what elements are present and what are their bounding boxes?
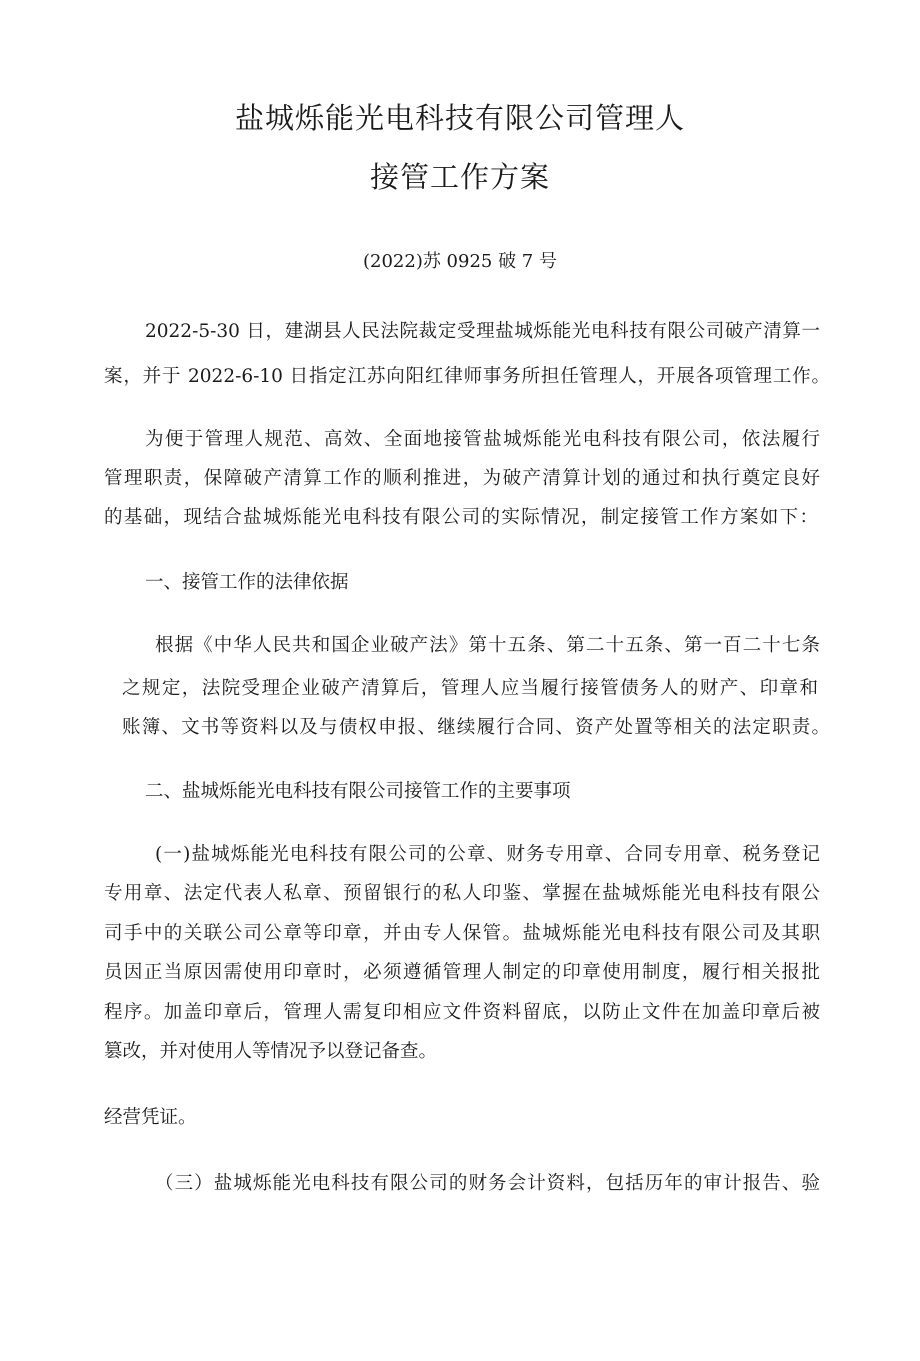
paragraph-4-line-4: 员因正当原因需使用印章时，必须遵循管理人制定的印章使用制度，履行相关报批 (104, 962, 820, 983)
document-title-line-1: 盐城烁能光电科技有限公司管理人 (234, 101, 685, 135)
paragraph-2-line-3: 的基础，现结合盐城烁能光电科技有限公司的实际情况，制定接管工作方案如下： (104, 507, 818, 528)
paragraph-5-line-1: 经营凭证。 (104, 1107, 197, 1128)
paragraph-1-line-2: 案，并于 2022-6-10 日指定江苏向阳红律师事务所担任管理人，开展各项管理工作。 (104, 366, 830, 387)
paragraph-1-line-1: 2022-5-30 日，建湖县人民法院裁定受理盐城烁能光电科技有限公司破产清算一 (145, 321, 820, 342)
paragraph-4-line-6: 篡改，并对使用人等情况予以登记备查。 (104, 1041, 438, 1062)
paragraph-4-line-1: (一)盐城烁能光电科技有限公司的公章、财务专用章、合同专用章、税务登记 (155, 844, 820, 865)
paragraph-3-line-2: 之规定，法院受理企业破产清算后，管理人应当履行接管债务人的财产、印章和 (122, 678, 818, 699)
document-title-line-2: 接管工作方案 (369, 160, 550, 194)
paragraph-2-line-2: 管理职责，保障破产清算工作的顺利推进，为破产清算计划的通过和执行奠定良好 (104, 468, 820, 489)
paragraph-3-line-1: 根据《中华人民共和国企业破产法》第十五条、第二十五条、第一百二十七条 (155, 635, 820, 656)
paragraph-4-line-3: 司手中的关联公司公章等印章，并由专人保管。盐城烁能光电科技有限公司及其职 (104, 923, 820, 944)
case-number: (2022)苏 0925 破 7 号 (362, 251, 557, 272)
paragraph-6-line-1: （三）盐城烁能光电科技有限公司的财务会计资料，包括历年的审计报告、验 (155, 1173, 820, 1194)
paragraph-4-line-5: 程序。加盖印章后，管理人需复印相应文件资料留底，以防止文件在加盖印章后被 (104, 1002, 820, 1023)
paragraph-2-line-1: 为便于管理人规范、高效、全面地接管盐城烁能光电科技有限公司，依法履行 (145, 429, 820, 450)
section-heading-1: 一、接管工作的法律依据 (145, 572, 349, 593)
paragraph-4-line-2: 专用章、法定代表人私章、预留银行的私人印鉴、掌握在盐城烁能光电科技有限公 (104, 883, 820, 904)
paragraph-3-line-3: 账簿、文书等资料以及与债权申报、继续履行合同、资产处置等相关的法定职责。 (122, 717, 830, 738)
section-heading-2: 二、盐城烁能光电科技有限公司接管工作的主要事项 (145, 781, 571, 802)
